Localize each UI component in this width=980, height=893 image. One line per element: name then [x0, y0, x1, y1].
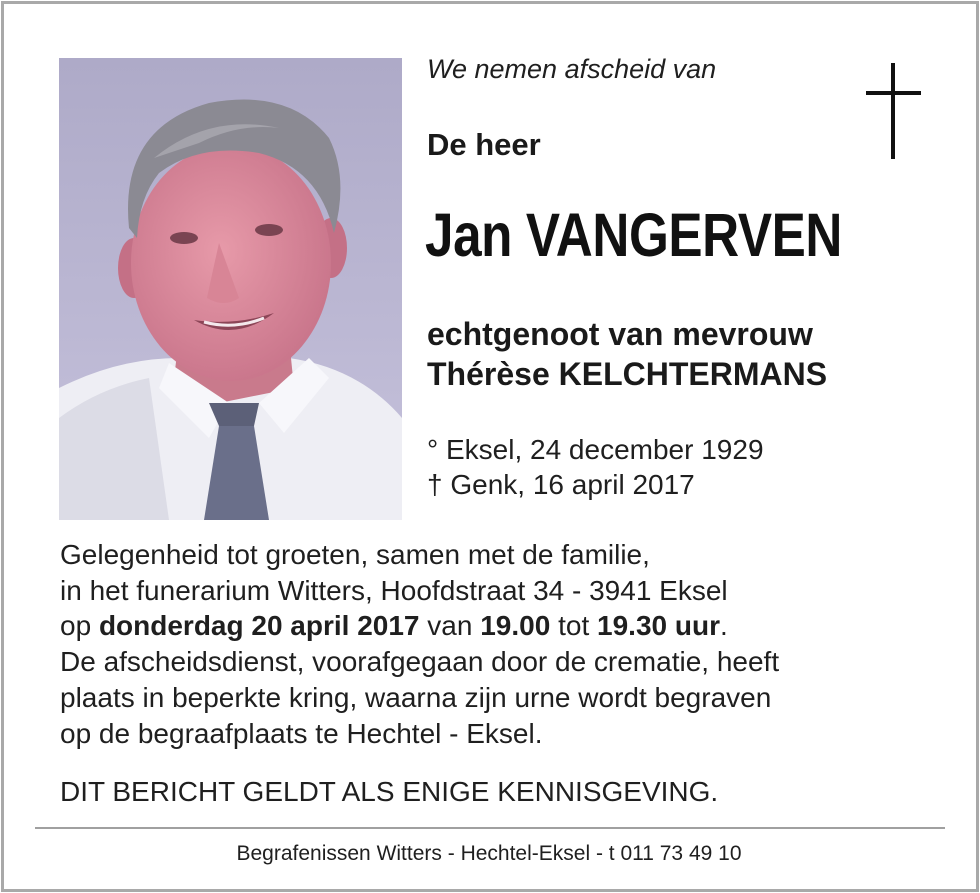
spouse-relation: echtgenoot van mevrouw: [427, 316, 813, 352]
details-line-5: plaats in beperkte kring, waarna zijn urne wordt begraven: [60, 681, 772, 713]
details-op: op: [60, 610, 92, 642]
visitation-end-time: 19.30 uur: [597, 610, 720, 642]
details-line-6: op de begraafplaats te Hechtel - Eksel.: [60, 717, 543, 749]
spouse-name: Thérèse KELCHTERMANS: [427, 356, 828, 392]
details-line-1: Gelegenheid tot groeten, samen met de familie,: [60, 539, 650, 570]
visitation-details: [60, 537, 779, 751]
details-line-3: [60, 608, 779, 644]
life-dates: [427, 432, 764, 502]
birth-date: Eksel, 24 december 1929: [445, 434, 764, 465]
details-line-4: De afscheidsdienst, voorafgegaan door de crematie, heeft: [60, 646, 780, 678]
visitation-start-time: 19.00: [480, 610, 551, 642]
death-date: Genk, 16 april 2017: [450, 469, 695, 500]
spouse-block: [427, 314, 827, 394]
details-line-2: in het funerarium Witters, Hoofdstraat 34 - 3941 Eksel: [60, 574, 728, 606]
latin-cross-icon: [866, 63, 921, 159]
intro-line: We nemen afscheid van: [427, 54, 717, 84]
details-tot: tot: [558, 610, 590, 642]
portrait-photo: [59, 58, 402, 520]
birth-line: [427, 432, 764, 467]
honorific-title: De heer: [427, 127, 541, 162]
death-line: [427, 467, 764, 502]
birth-symbol: °: [427, 434, 439, 465]
death-symbol: †: [427, 469, 443, 500]
notice-statement: DIT BERICHT GELDT ALS ENIGE KENNISGEVING.: [60, 776, 719, 807]
deceased-name: Jan VANGERVEN: [425, 201, 842, 269]
visitation-date: donderdag 20 april 2017: [98, 610, 420, 642]
details-period: .: [719, 610, 728, 642]
details-van: van: [427, 610, 473, 642]
footer-divider: [35, 827, 945, 829]
funeral-home-footer: Begrafenissen Witters - Hechtel-Eksel - t 011 73 49 10: [236, 842, 742, 865]
